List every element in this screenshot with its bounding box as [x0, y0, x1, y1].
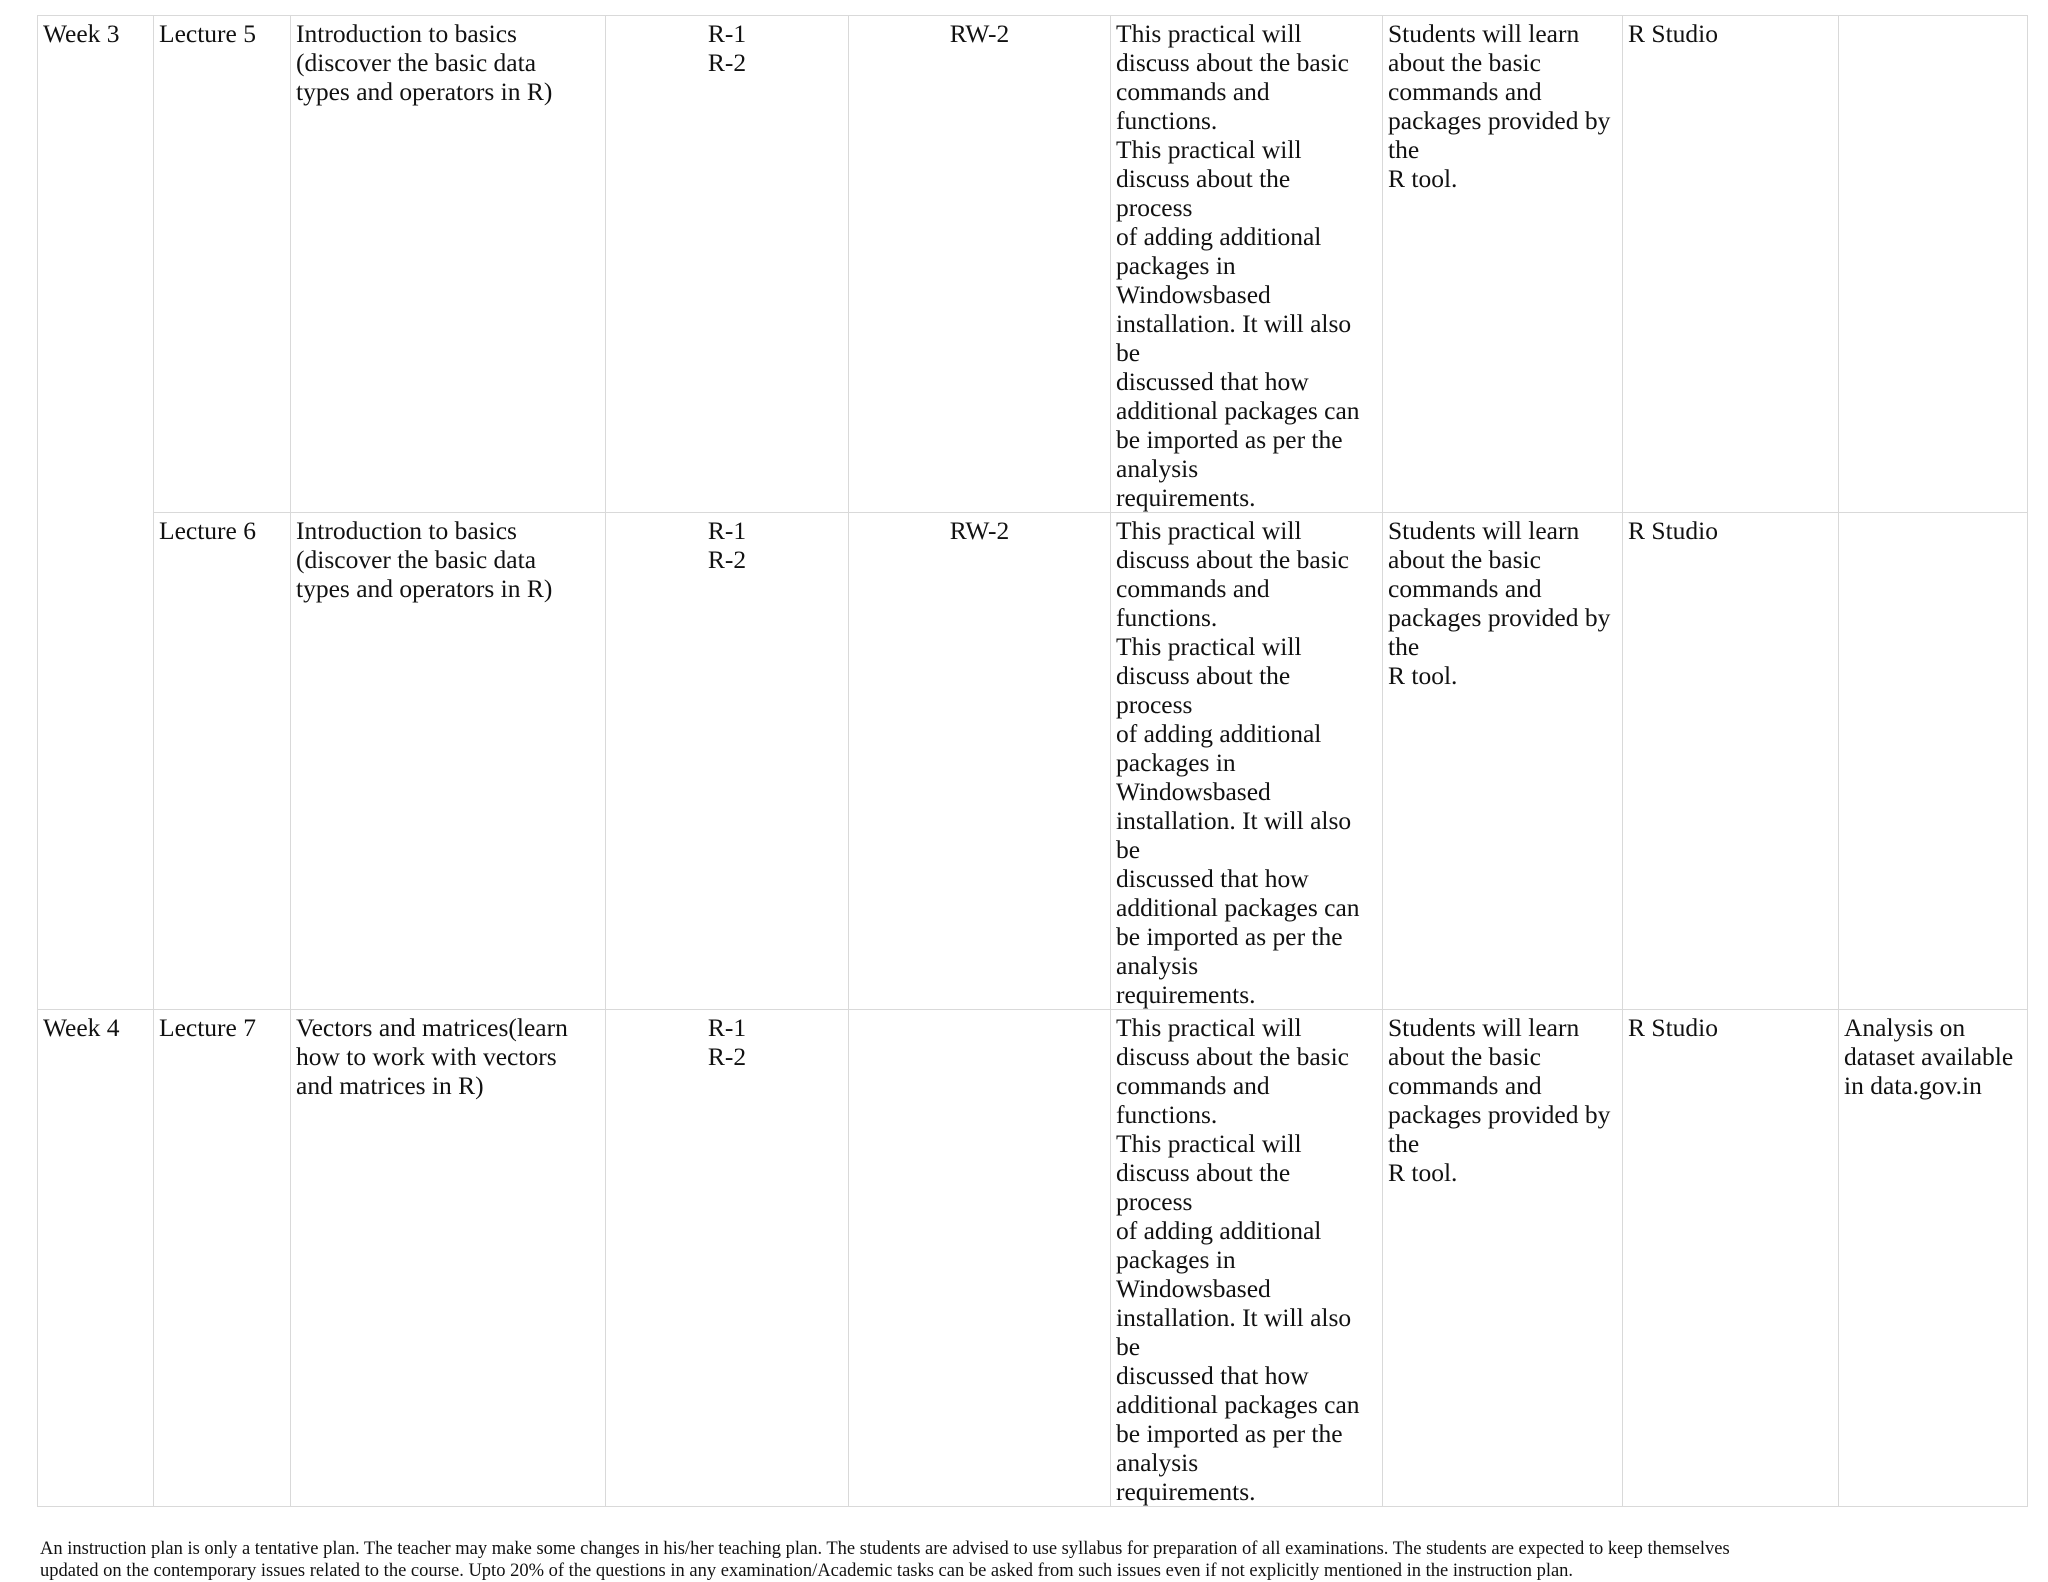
learning-outcome-line: packages provided by: [1388, 603, 1611, 632]
learning-outcome-line: Students will learn: [1388, 19, 1580, 48]
practical-description-line: commands and: [1116, 1071, 1270, 1100]
practical-description-line: requirements.: [1116, 483, 1256, 512]
learning-outcome-line: Students will learn: [1388, 1013, 1580, 1042]
learning-outcome-line: R tool.: [1388, 164, 1458, 193]
footer-note: [40, 1538, 2020, 1582]
learning-outcome-line: Students will learn: [1388, 516, 1580, 545]
practical-description-line: discuss about the basic: [1116, 1042, 1349, 1071]
week-cell: [38, 1010, 154, 1507]
practical-description-cell: [1111, 1010, 1383, 1507]
practical-description-line: packages in: [1116, 748, 1236, 777]
reference-cell: [606, 1010, 849, 1507]
practical-description-line: Windowsbased: [1116, 777, 1271, 806]
practical-description-line: of adding additional: [1116, 719, 1322, 748]
practical-description-line: discussed that how: [1116, 1361, 1309, 1390]
practical-description-line: discuss about the basic: [1116, 545, 1349, 574]
practical-description-line: be imported as per the: [1116, 425, 1343, 454]
learning-outcome-line: commands and: [1388, 1071, 1542, 1100]
footer-note-line-2: updated on the contemporary issues related to the course. Upto 20% of the questions in any examination/Academic tasks can be asked from such issues even if not explicitly mentioned in the instruction plan.: [40, 1561, 1574, 1581]
practical-description-line: requirements.: [1116, 1477, 1256, 1506]
tool-cell: [1623, 1010, 1839, 1507]
learning-outcome-line: packages provided by: [1388, 1100, 1611, 1129]
learning-outcome-line: commands and: [1388, 77, 1542, 106]
practical-description-line: be: [1116, 1332, 1141, 1361]
topic-line: how to work with vectors: [296, 1042, 557, 1071]
remarks-cell: [1839, 16, 2028, 513]
table-row: [38, 1010, 2028, 1507]
practical-description-line: functions.: [1116, 1100, 1218, 1129]
topic-line: types and operators in R): [296, 574, 553, 603]
practical-description-line: process: [1116, 690, 1193, 719]
lecture-cell: [154, 513, 291, 1010]
topic-line: (discover the basic data: [296, 48, 537, 77]
learning-outcome-line: R tool.: [1388, 661, 1458, 690]
practical-description-line: commands and: [1116, 77, 1270, 106]
remarks-line: in data.gov.in: [1844, 1071, 1982, 1100]
tool-cell: [1623, 16, 1839, 513]
remarks-line: Analysis on: [1844, 1013, 1966, 1042]
reference-line: R-2: [707, 1042, 747, 1071]
practical-description-line: of adding additional: [1116, 222, 1322, 251]
practical-description-line: Windowsbased: [1116, 1274, 1271, 1303]
topic-line: Introduction to basics: [296, 516, 517, 545]
practical-description-line: installation. It will also: [1116, 806, 1352, 835]
tool-text: R Studio: [1628, 516, 1718, 545]
practical-description-cell: [1111, 16, 1383, 513]
practical-description-line: discuss about the basic: [1116, 48, 1349, 77]
practical-description-line: This practical will: [1116, 632, 1302, 661]
other-reading-cell: [849, 1010, 1111, 1507]
practical-description-line: packages in: [1116, 1245, 1236, 1274]
lecture-text: Lecture 5: [159, 19, 256, 48]
reference-line: R-1: [707, 1013, 747, 1042]
practical-description-line: be: [1116, 338, 1141, 367]
footer-note-line-1: An instruction plan is only a tentative plan. The teacher may make some changes in his/her teaching plan. The students are advised to use syllabus for preparation of all examinations. The students are expected to keep themselves: [40, 1539, 1730, 1559]
learning-outcome-cell: [1383, 1010, 1623, 1507]
practical-description-line: additional packages can: [1116, 1390, 1360, 1419]
week-label: Week 3: [43, 19, 120, 48]
learning-outcome-line: commands and: [1388, 574, 1542, 603]
practical-description-line: requirements.: [1116, 980, 1256, 1009]
learning-outcome-line: the: [1388, 135, 1420, 164]
remarks-cell: [1839, 1010, 2028, 1507]
practical-description-line: be imported as per the: [1116, 1419, 1343, 1448]
practical-description-line: functions.: [1116, 106, 1218, 135]
week-cell: [38, 16, 154, 1010]
remarks-line: dataset available: [1844, 1042, 2014, 1071]
topic-line: Introduction to basics: [296, 19, 517, 48]
practical-description-line: This practical will: [1116, 516, 1302, 545]
topic-cell: [291, 1010, 606, 1507]
tool-cell: [1623, 513, 1839, 1010]
tool-text: R Studio: [1628, 1013, 1718, 1042]
reference-line: R-2: [707, 545, 747, 574]
topic-cell: [291, 513, 606, 1010]
practical-description-line: of adding additional: [1116, 1216, 1322, 1245]
lecture-cell: [154, 16, 291, 513]
practical-description-line: discuss about the: [1116, 164, 1291, 193]
practical-description-line: be imported as per the: [1116, 922, 1343, 951]
practical-description-line: process: [1116, 193, 1193, 222]
reference-line: R-2: [707, 48, 747, 77]
practical-description-line: analysis: [1116, 951, 1199, 980]
reference-line: R-1: [707, 19, 747, 48]
practical-description-line: installation. It will also: [1116, 1303, 1352, 1332]
learning-outcome-cell: [1383, 16, 1623, 513]
topic-line: Vectors and matrices(learn: [296, 1013, 568, 1042]
practical-description-line: analysis: [1116, 1448, 1199, 1477]
practical-description-line: process: [1116, 1187, 1193, 1216]
learning-outcome-line: packages provided by: [1388, 106, 1611, 135]
reference-line: R-1: [707, 516, 747, 545]
practical-description-line: additional packages can: [1116, 893, 1360, 922]
topic-line: (discover the basic data: [296, 545, 537, 574]
reference-cell: [606, 513, 849, 1010]
practical-description-line: packages in: [1116, 251, 1236, 280]
learning-outcome-line: about the basic: [1388, 1042, 1541, 1071]
learning-outcome-line: R tool.: [1388, 1158, 1458, 1187]
table-row: [38, 513, 2028, 1010]
practical-description-line: additional packages can: [1116, 396, 1360, 425]
topic-line: and matrices in R): [296, 1071, 484, 1100]
learning-outcome-line: the: [1388, 1129, 1420, 1158]
practical-description-line: This practical will: [1116, 135, 1302, 164]
lecture-text: Lecture 7: [159, 1013, 256, 1042]
table-row: [38, 16, 2028, 513]
practical-description-line: discuss about the: [1116, 661, 1291, 690]
practical-description-line: This practical will: [1116, 1013, 1302, 1042]
topic-line: types and operators in R): [296, 77, 553, 106]
learning-outcome-line: the: [1388, 632, 1420, 661]
practical-description-cell: [1111, 513, 1383, 1010]
other-reading-text: RW-2: [949, 516, 1010, 545]
practical-description-line: functions.: [1116, 603, 1218, 632]
practical-description-line: analysis: [1116, 454, 1199, 483]
week-label: Week 4: [43, 1013, 120, 1042]
other-reading-cell: [849, 16, 1111, 513]
practical-description-line: This practical will: [1116, 19, 1302, 48]
practical-description-line: discuss about the: [1116, 1158, 1291, 1187]
practical-description-line: installation. It will also: [1116, 309, 1352, 338]
remarks-cell: [1839, 513, 2028, 1010]
learning-outcome-line: about the basic: [1388, 545, 1541, 574]
practical-description-line: discussed that how: [1116, 367, 1309, 396]
learning-outcome-cell: [1383, 513, 1623, 1010]
practical-description-line: Windowsbased: [1116, 280, 1271, 309]
other-reading-text: RW-2: [949, 19, 1010, 48]
practical-description-line: be: [1116, 835, 1141, 864]
other-reading-cell: [849, 513, 1111, 1010]
instruction-plan-table: [37, 15, 2028, 1507]
lecture-cell: [154, 1010, 291, 1507]
practical-description-line: This practical will: [1116, 1129, 1302, 1158]
reference-cell: [606, 16, 849, 513]
practical-description-line: discussed that how: [1116, 864, 1309, 893]
learning-outcome-line: about the basic: [1388, 48, 1541, 77]
practical-description-line: commands and: [1116, 574, 1270, 603]
topic-cell: [291, 16, 606, 513]
tool-text: R Studio: [1628, 19, 1718, 48]
lecture-text: Lecture 6: [159, 516, 256, 545]
